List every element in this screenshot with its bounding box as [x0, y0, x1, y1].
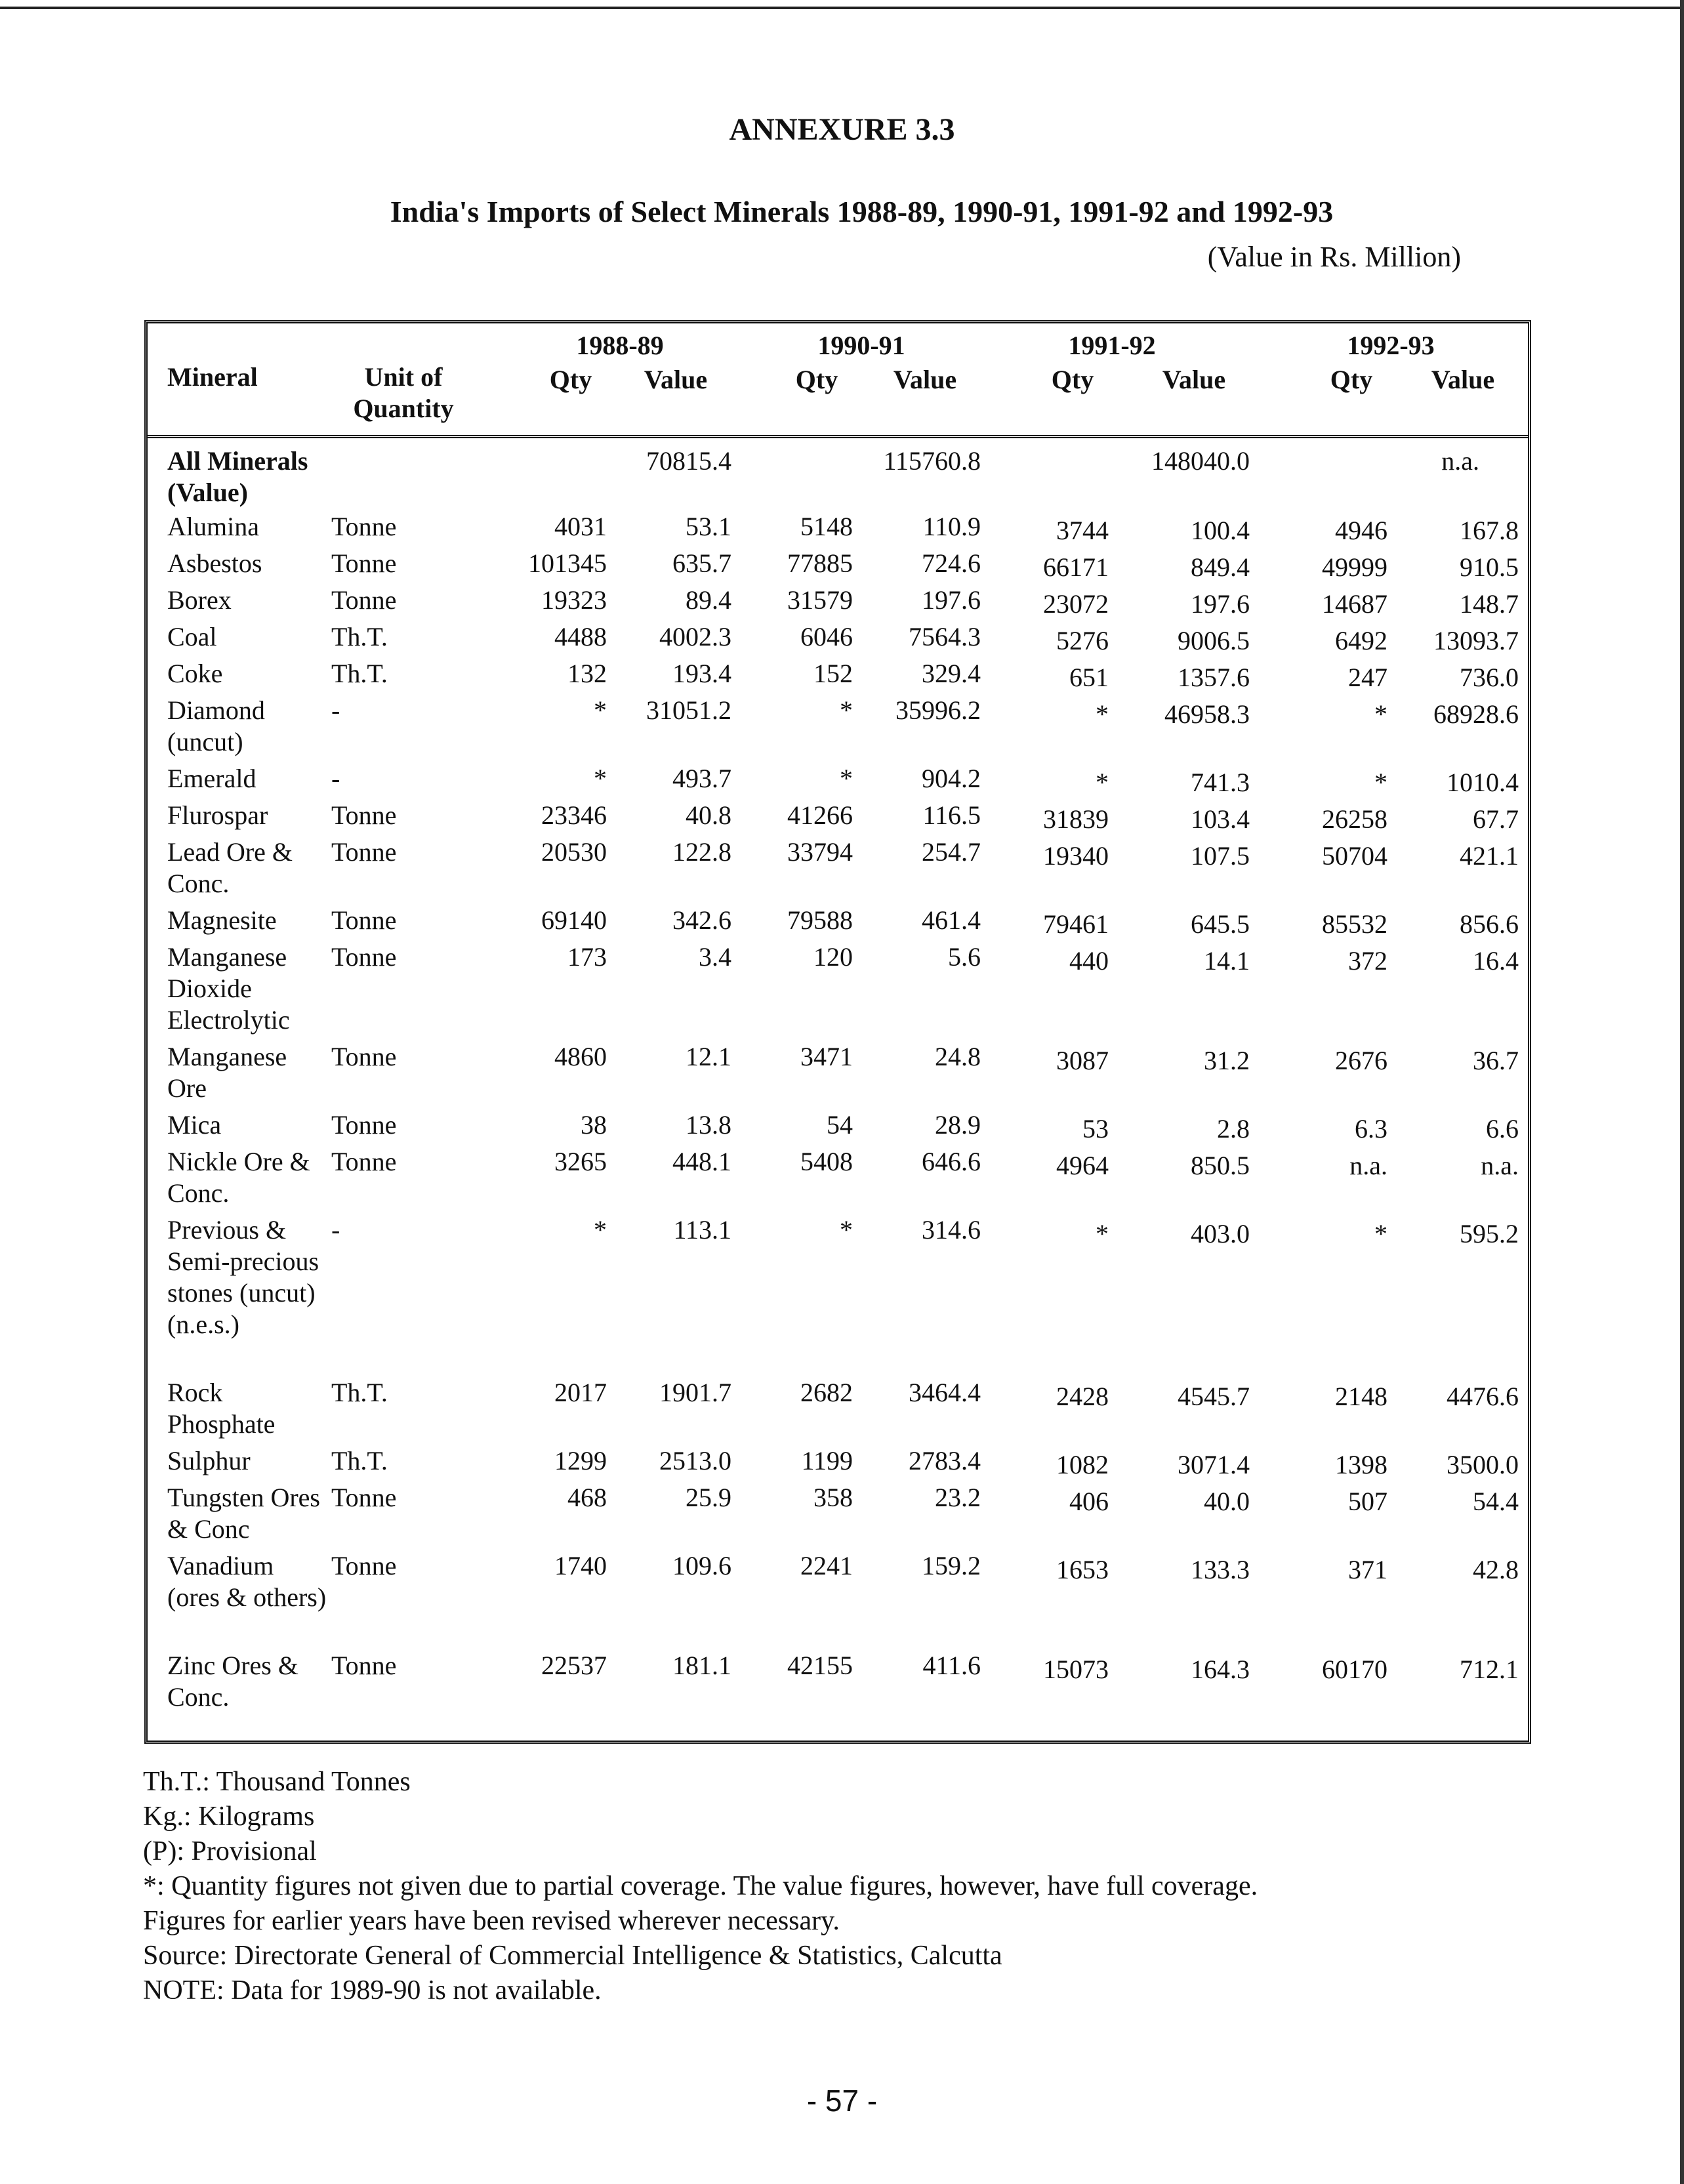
qty-cell: 4031: [554, 512, 607, 541]
qty-cell: 38: [581, 1110, 607, 1140]
qty-cell: 4964: [1056, 1151, 1109, 1180]
value-cell: 411.6: [922, 1651, 981, 1680]
unit-of-quantity: -: [331, 764, 340, 793]
qty-cell: *: [840, 1215, 853, 1245]
qty-cell: 358: [813, 1483, 853, 1512]
qty-cell: 468: [567, 1483, 607, 1512]
value-cell: 110.9: [922, 512, 981, 541]
value-cell: 197.6: [1191, 589, 1250, 619]
value-header: Value: [1431, 365, 1495, 394]
unit-of-quantity: Th.T.: [331, 659, 388, 688]
qty-cell: 406: [1069, 1487, 1109, 1516]
value-cell: 148.7: [1460, 589, 1519, 619]
annexure-heading: ANNEXURE 3.3: [729, 112, 955, 147]
value-cell: 849.4: [1191, 552, 1250, 582]
value-cell: 116.5: [922, 800, 981, 830]
mineral-name: Coke: [167, 659, 223, 688]
value-cell: 3.4: [699, 942, 731, 972]
qty-cell: 120: [813, 942, 853, 972]
unit-of-quantity: Tonne: [331, 1147, 397, 1176]
qty-cell: 42155: [787, 1651, 853, 1680]
qty-cell: *: [594, 1215, 607, 1245]
qty-cell: 85532: [1322, 909, 1387, 939]
qty-cell: 132: [567, 659, 607, 688]
unit-of-quantity: Tonne: [331, 1483, 397, 1512]
value-cell: 635.7: [672, 548, 731, 578]
unit-column-header: Unit of Quantity: [353, 362, 454, 423]
top-border-line: [0, 7, 1684, 9]
qty-cell: 20530: [541, 837, 607, 867]
qty-cell: 101345: [528, 548, 607, 578]
qty-cell: 4860: [554, 1042, 607, 1071]
value-cell: 6.6: [1486, 1114, 1519, 1144]
qty-cell: 31579: [787, 585, 853, 615]
value-cell: 109.6: [672, 1551, 731, 1580]
qty-cell: 66171: [1043, 552, 1109, 582]
value-cell: 12.1: [686, 1042, 731, 1071]
qty-cell: 3744: [1056, 516, 1109, 545]
unit-of-quantity: Tonne: [331, 512, 397, 541]
value-unit-note: (Value in Rs. Million): [1207, 241, 1461, 273]
value-cell: 133.3: [1191, 1555, 1250, 1584]
qty-cell: 3265: [554, 1147, 607, 1176]
qty-cell: 2676: [1335, 1046, 1387, 1075]
qty-header: Qty: [1051, 365, 1094, 394]
value-header: Value: [893, 365, 957, 394]
qty-cell: 3471: [800, 1042, 853, 1071]
mineral-name: Emerald: [167, 764, 257, 793]
value-cell: 421.1: [1460, 841, 1519, 871]
value-cell: 5.6: [948, 942, 981, 972]
value-cell: 89.4: [686, 585, 731, 615]
qty-cell: n.a.: [1349, 1151, 1387, 1180]
year-header: 1990-91: [817, 331, 905, 360]
value-cell: 35996.2: [895, 695, 981, 725]
qty-cell: 5148: [800, 512, 853, 541]
value-cell: 23.2: [935, 1483, 981, 1512]
mineral-column-header: Mineral: [167, 362, 258, 392]
mineral-name: Alumina: [167, 512, 259, 541]
footnote-kg: Kg.: Kilograms: [143, 1802, 315, 1832]
qty-cell: *: [1374, 699, 1387, 729]
value-cell: 403.0: [1191, 1219, 1250, 1248]
footnote-asterisk: *: Quantity figures not given due to partial coverage. The value figures, however, have full coverage.: [143, 1871, 1258, 1901]
qty-cell: *: [1096, 699, 1109, 729]
mineral-name: Vanadium (ores & others): [167, 1551, 327, 1612]
value-cell: 31051.2: [646, 695, 731, 725]
mineral-name: Manganese Dioxide Electrolytic: [167, 942, 290, 1035]
qty-cell: 1299: [554, 1446, 607, 1475]
value-cell: 2.8: [1217, 1114, 1250, 1144]
qty-cell: 2241: [800, 1551, 853, 1580]
qty-cell: 371: [1348, 1555, 1387, 1584]
imports-table: [144, 320, 1531, 1744]
qty-cell: 31839: [1043, 804, 1109, 834]
value-cell: 13.8: [686, 1110, 731, 1140]
qty-cell: 6492: [1335, 626, 1387, 655]
value-cell: 167.8: [1460, 516, 1519, 545]
qty-cell: 14687: [1322, 589, 1387, 619]
qty-cell: 2682: [800, 1378, 853, 1407]
qty-cell: 79461: [1043, 909, 1109, 939]
mineral-name: Flurospar: [167, 800, 268, 830]
qty-cell: 33794: [787, 837, 853, 867]
mineral-name: Borex: [167, 585, 232, 615]
qty-cell: 1740: [554, 1551, 607, 1580]
qty-cell: 173: [567, 942, 607, 972]
qty-cell: 152: [813, 659, 853, 688]
value-cell: n.a.: [1481, 1151, 1519, 1180]
page-number: - 57 -: [806, 2084, 878, 2118]
value-cell: 100.4: [1191, 516, 1250, 545]
qty-cell: 2148: [1335, 1382, 1387, 1411]
all-minerals-value: n.a.: [1441, 446, 1479, 476]
qty-cell: 1398: [1335, 1450, 1387, 1479]
value-cell: 46958.3: [1164, 699, 1250, 729]
qty-cell: 247: [1348, 663, 1387, 692]
footnotes: [143, 1765, 1258, 2008]
value-cell: 103.4: [1191, 804, 1250, 834]
value-cell: 856.6: [1460, 909, 1519, 939]
qty-cell: 26258: [1322, 804, 1387, 834]
qty-cell: 53: [1082, 1114, 1109, 1144]
unit-of-quantity: Tonne: [331, 837, 397, 867]
value-cell: 53.1: [686, 512, 731, 541]
year-header: 1991-92: [1068, 331, 1156, 360]
qty-cell: 77885: [787, 548, 853, 578]
value-cell: 68928.6: [1433, 699, 1519, 729]
qty-cell: 372: [1348, 946, 1387, 976]
value-header: Value: [1162, 365, 1226, 394]
value-cell: 7564.3: [909, 622, 981, 651]
value-header: Value: [644, 365, 708, 394]
unit-of-quantity: Th.T.: [331, 1446, 388, 1475]
qty-cell: 5408: [800, 1147, 853, 1176]
qty-cell: *: [594, 695, 607, 725]
all-minerals-value: 148040.0: [1151, 446, 1250, 476]
mineral-name: Sulphur: [167, 1446, 251, 1475]
value-cell: 181.1: [672, 1651, 731, 1680]
all-minerals-value: 115760.8: [883, 446, 981, 476]
value-cell: 461.4: [922, 905, 981, 935]
value-cell: 254.7: [922, 837, 981, 867]
value-cell: 113.1: [673, 1215, 731, 1245]
qty-cell: 22537: [541, 1651, 607, 1680]
value-cell: 67.7: [1473, 804, 1519, 834]
qty-cell: 1199: [801, 1446, 853, 1475]
value-cell: 645.5: [1191, 909, 1250, 939]
value-cell: 42.8: [1473, 1555, 1519, 1584]
value-cell: 904.2: [922, 764, 981, 793]
mineral-name: Rock Phosphate: [167, 1378, 276, 1439]
mineral-name: Manganese Ore: [167, 1042, 287, 1103]
mineral-name: Tungsten Ores & Conc: [167, 1483, 320, 1544]
value-cell: 595.2: [1460, 1219, 1519, 1248]
qty-cell: 41266: [787, 800, 853, 830]
value-cell: 36.7: [1473, 1046, 1519, 1075]
value-cell: 13093.7: [1433, 626, 1519, 655]
qty-cell: *: [840, 695, 853, 725]
qty-cell: 2428: [1056, 1382, 1109, 1411]
unit-of-quantity: Tonne: [331, 800, 397, 830]
value-cell: 724.6: [922, 548, 981, 578]
qty-cell: 69140: [541, 905, 607, 935]
value-cell: 164.3: [1191, 1655, 1250, 1684]
header-rule: [148, 435, 1528, 438]
qty-cell: *: [840, 764, 853, 793]
qty-cell: *: [594, 764, 607, 793]
value-cell: 4476.6: [1447, 1382, 1519, 1411]
value-cell: 197.6: [922, 585, 981, 615]
unit-of-quantity: Tonne: [331, 548, 397, 578]
unit-of-quantity: Tonne: [331, 905, 397, 935]
unit-of-quantity: Tonne: [331, 942, 397, 972]
qty-header: Qty: [549, 365, 592, 394]
mineral-name: Lead Ore & Conc.: [167, 837, 293, 898]
value-cell: 314.6: [922, 1215, 981, 1245]
value-cell: 193.4: [672, 659, 731, 688]
value-cell: 1357.6: [1178, 663, 1250, 692]
unit-of-quantity: -: [331, 1215, 340, 1245]
mineral-name: Diamond (uncut): [167, 695, 265, 756]
value-cell: 28.9: [935, 1110, 981, 1140]
qty-cell: 1082: [1056, 1450, 1109, 1479]
qty-header: Qty: [1330, 365, 1373, 394]
unit-of-quantity: -: [331, 695, 340, 725]
qty-cell: 49999: [1322, 552, 1387, 582]
value-cell: 741.3: [1191, 768, 1250, 797]
mineral-name: Previous & Semi-precious stones (uncut) (n.e.s.): [167, 1215, 319, 1339]
value-cell: 3464.4: [909, 1378, 981, 1407]
qty-cell: 54: [827, 1110, 853, 1140]
qty-cell: 60170: [1322, 1655, 1387, 1684]
unit-of-quantity: Th.T.: [331, 622, 388, 651]
value-cell: 4545.7: [1178, 1382, 1250, 1411]
value-cell: 2783.4: [909, 1446, 981, 1475]
mineral-name: Zinc Ores & Conc.: [167, 1651, 298, 1712]
unit-of-quantity: Tonne: [331, 1042, 397, 1071]
mineral-name: Mica: [167, 1110, 222, 1140]
value-cell: 850.5: [1191, 1151, 1250, 1180]
value-cell: 40.8: [686, 800, 731, 830]
qty-cell: *: [1374, 1219, 1387, 1248]
value-cell: 24.8: [935, 1042, 981, 1071]
value-cell: 107.5: [1191, 841, 1250, 871]
year-header: 1988-89: [576, 331, 664, 360]
qty-cell: 2017: [554, 1378, 607, 1407]
value-cell: 2513.0: [659, 1446, 731, 1475]
qty-cell: *: [1374, 768, 1387, 797]
footnote-provisional: (P): Provisional: [143, 1836, 317, 1866]
table-title: India's Imports of Select Minerals 1988-89, 1990-91, 1991-92 and 1992-93: [390, 195, 1334, 228]
qty-cell: 440: [1069, 946, 1109, 976]
qty-header: Qty: [795, 365, 838, 394]
qty-cell: 15073: [1043, 1655, 1109, 1684]
qty-cell: *: [1096, 1219, 1109, 1248]
all-minerals-value: 70815.4: [646, 446, 731, 476]
qty-cell: 507: [1348, 1487, 1387, 1516]
unit-of-quantity: Th.T.: [331, 1378, 388, 1407]
footnote-note: NOTE: Data for 1989-90 is not available.: [143, 1975, 602, 2006]
unit-of-quantity: Tonne: [331, 1651, 397, 1680]
mineral-name: Asbestos: [167, 548, 262, 578]
value-cell: 712.1: [1460, 1655, 1519, 1684]
value-cell: 3071.4: [1178, 1450, 1250, 1479]
qty-cell: 1653: [1056, 1555, 1109, 1584]
mineral-name: Magnesite: [167, 905, 277, 935]
value-cell: 1901.7: [659, 1378, 731, 1407]
qty-cell: 5276: [1056, 626, 1109, 655]
value-cell: 646.6: [922, 1147, 981, 1176]
unit-of-quantity: Tonne: [331, 1551, 397, 1580]
value-cell: 25.9: [686, 1483, 731, 1512]
footnote-source: Source: Directorate General of Commercial Intelligence & Statistics, Calcutta: [143, 1941, 1002, 1971]
qty-cell: 50704: [1322, 841, 1387, 871]
qty-cell: 6.3: [1355, 1114, 1387, 1144]
unit-of-quantity: Tonne: [331, 1110, 397, 1140]
value-cell: 159.2: [922, 1551, 981, 1580]
unit-of-quantity: Tonne: [331, 585, 397, 615]
qty-cell: 3087: [1056, 1046, 1109, 1075]
value-cell: 342.6: [672, 905, 731, 935]
value-cell: 1010.4: [1447, 768, 1519, 797]
qty-cell: 23346: [541, 800, 607, 830]
value-cell: 3500.0: [1447, 1450, 1519, 1479]
qty-cell: 651: [1069, 663, 1109, 692]
qty-cell: 4946: [1335, 516, 1387, 545]
value-cell: 910.5: [1460, 552, 1519, 582]
value-cell: 40.0: [1204, 1487, 1250, 1516]
value-cell: 31.2: [1204, 1046, 1250, 1075]
year-header: 1992-93: [1347, 331, 1435, 360]
footnote-tht: Th.T.: Thousand Tonnes: [143, 1767, 411, 1797]
value-cell: 54.4: [1473, 1487, 1519, 1516]
qty-cell: *: [1096, 768, 1109, 797]
value-cell: 736.0: [1460, 663, 1519, 692]
qty-cell: 4488: [554, 622, 607, 651]
qty-cell: 19340: [1043, 841, 1109, 871]
value-cell: 14.1: [1204, 946, 1250, 976]
value-cell: 9006.5: [1178, 626, 1250, 655]
qty-cell: 23072: [1043, 589, 1109, 619]
mineral-name: Coal: [167, 622, 217, 651]
value-cell: 4002.3: [659, 622, 731, 651]
qty-cell: 6046: [800, 622, 853, 651]
value-cell: 448.1: [672, 1147, 731, 1176]
all-minerals-label: All Minerals (Value): [167, 446, 308, 507]
value-cell: 16.4: [1473, 946, 1519, 976]
mineral-name: Nickle Ore & Conc.: [167, 1147, 310, 1208]
value-cell: 329.4: [922, 659, 981, 688]
qty-cell: 19323: [541, 585, 607, 615]
footnote-revised: Figures for earlier years have been revised wherever necessary.: [143, 1906, 840, 1936]
value-cell: 122.8: [672, 837, 731, 867]
qty-cell: 79588: [787, 905, 853, 935]
right-page-edge: [1680, 0, 1684, 2184]
value-cell: 493.7: [672, 764, 731, 793]
